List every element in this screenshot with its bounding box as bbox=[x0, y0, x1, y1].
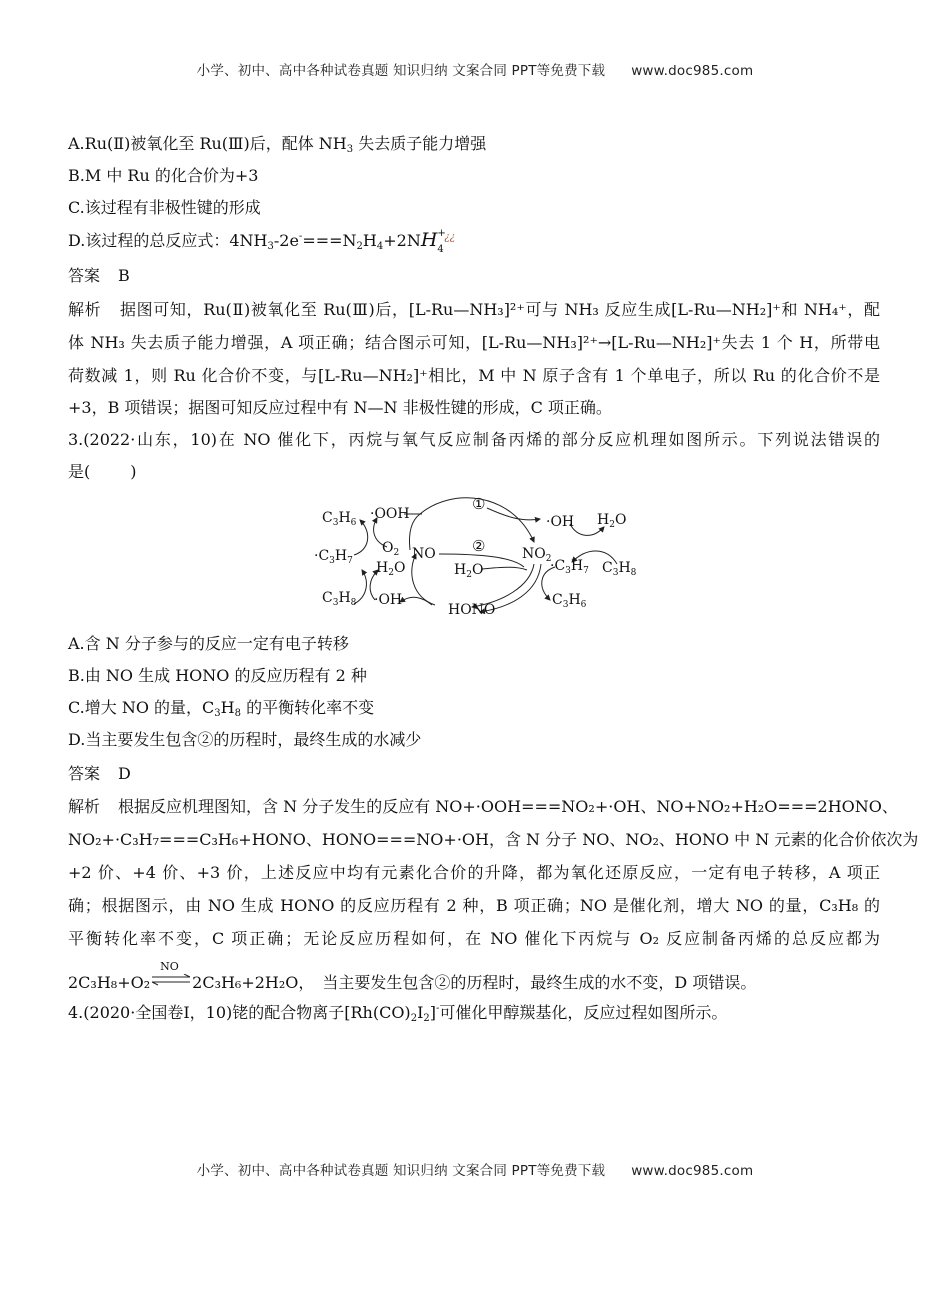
footer-text: 小学、初中、高中各种试卷真题 知识归纳 文案合同 PPT等免费下载 bbox=[196, 1163, 606, 1179]
page-header-banner bbox=[0, 59, 950, 79]
analysis-label: 解析 bbox=[68, 797, 101, 816]
q3-analysis-line-4: 确；根据图示，由 NO 生成 HONO 的反应历程有 2 种，B 项正确；NO 是催化剂，增大 NO 的量，C₃H₈ 的 bbox=[68, 896, 880, 915]
q3-option-d: D.当主要发生包含②的历程时，最终生成的水减少 bbox=[68, 730, 422, 749]
q2-option-b: B.M 中 Ru 的化合价为+3 bbox=[68, 166, 259, 185]
equation-left: 2C₃H₈+O₂ bbox=[68, 973, 151, 992]
q3-option-b: B.由 NO 生成 HONO 的反应历程有 2 种 bbox=[68, 666, 367, 685]
q2-analysis-line-4: +3，B 项错误；据图可知反应过程中有 N—N 非极性键的形成，C 项正确。 bbox=[68, 398, 612, 417]
q3-analysis-line-5: 平衡转化率不变，C 项正确；无论反应历程如何，在 NO 催化下丙烷与 O₂ 反应制备丙烯的总反应都为 bbox=[68, 929, 880, 948]
analysis-label: 解析 bbox=[68, 300, 102, 319]
q3-stem-line-1: 3.(2022·山东，10)在 NO 催化下，丙烷与氧气反应制备丙烯的部分反应机理如图所示。下列说法错误的 bbox=[68, 430, 880, 449]
q3-answer bbox=[68, 764, 880, 784]
footer-url-link[interactable]: www.doc985.com bbox=[631, 1163, 754, 1179]
equation-tail: 当主要发生包含②的历程时，最终生成的水不变，D 项错误。 bbox=[322, 973, 757, 992]
q3-analysis-line-2: NO₂+·C₃H₇===C₃H₆+HONO、HONO===NO+·OH，含 N 分子 NO、NO₂、HONO 中 N 元素的化合价依次为 bbox=[68, 830, 919, 849]
label-c3h8-left: $C_3H_8$ bbox=[322, 590, 357, 608]
q4-stem: 4.(2020·全国卷Ⅰ，10)铑的配合物离子$[Rh(CO)_2I_2]^-$可催化甲醇羰基化，反应过程如图所示。 bbox=[68, 1003, 728, 1024]
label-no2: $NO_2$ bbox=[522, 546, 552, 564]
label-hono: HONO bbox=[448, 602, 496, 618]
label-ooh: ·OOH bbox=[370, 506, 410, 522]
label-path-2: ② bbox=[472, 537, 486, 555]
reversible-arrow-icon bbox=[150, 960, 192, 990]
q3-option-a: A.含 N 分子参与的反应一定有电子转移 bbox=[68, 634, 349, 653]
label-c3h8-right: $C_3H_8$ bbox=[602, 560, 637, 578]
q2-answer bbox=[68, 266, 880, 286]
header-text: 小学、初中、高中各种试卷真题 知识归纳 文案合同 PPT等免费下载 bbox=[196, 63, 606, 79]
label-h2o-center: $H_2O$ bbox=[454, 562, 484, 580]
q3-stem-line-2: 是( ) bbox=[68, 462, 137, 481]
reaction-mechanism-diagram bbox=[312, 492, 642, 622]
label-c3h6-right: $C_3H_6$ bbox=[552, 592, 587, 610]
label-oh-right: ·OH bbox=[546, 514, 575, 530]
catalyst-label: NO bbox=[160, 960, 179, 973]
label-h2o-right: $H_2O$ bbox=[597, 512, 627, 530]
answer-value: D bbox=[118, 764, 131, 783]
label-no: NO bbox=[412, 546, 436, 562]
q2-option-a: A.Ru(Ⅱ)被氧化至 Ru(Ⅲ)后，配体 $NH_3$ 失去质子能力增强 bbox=[68, 134, 487, 155]
page-footer-banner bbox=[0, 1159, 950, 1179]
label-c3h7-right: $\cdot C_3H_7$ bbox=[550, 558, 589, 576]
label-path-1: ① bbox=[472, 495, 486, 513]
q3-option-c: C.增大 NO 的量，$C_3H_8$ 的平衡转化率不变 bbox=[68, 698, 375, 719]
equation-right: 2C₃H₆+2H₂O， bbox=[192, 973, 315, 992]
label-c3h6-left: $C_3H_6$ bbox=[322, 510, 357, 528]
q2-analysis-line-2: 体 NH₃ 失去质子能力增强，A 项正确；结合图示可知，[L-Ru—NH₃]²⁺→[L-Ru—NH₂]⁺失去 1 个 H，所带电 bbox=[68, 333, 880, 352]
label-oh-left: ·OH bbox=[374, 592, 403, 608]
header-url-link[interactable]: www.doc985.com bbox=[631, 63, 754, 79]
answer-value: B bbox=[118, 266, 130, 285]
answer-label: 答案 bbox=[68, 764, 101, 783]
label-h2o-left: $H_2O$ bbox=[376, 560, 406, 578]
q3-analysis-line-1: 解析 根据反应机理图知，含 N 分子发生的反应有 NO+·OOH===NO₂+·OH、NO+NO₂+H₂O===2HONO、 bbox=[68, 797, 898, 816]
q3-analysis-line-3: +2 价、+4 价、+3 价，上述反应中均有元素化合价的升降，都为氧化还原反应，一定有电子转移，A 项正 bbox=[68, 863, 880, 882]
q2-option-c: C.该过程有非极性键的形成 bbox=[68, 198, 261, 217]
q3-equation-line bbox=[68, 960, 880, 993]
label-c3h7-left: $\cdot C_3H_7$ bbox=[314, 548, 353, 566]
q2-option-d: D.该过程的总反应式：$4NH_3-2e^-===N_2H_4+2NH$ + ¿¿ 4 bbox=[68, 228, 456, 255]
answer-label: 答案 bbox=[68, 266, 101, 285]
label-o2: $O_2$ bbox=[382, 540, 400, 558]
q2-analysis-line-3: 荷数减 1，则 Ru 化合价不变，与[L-Ru—NH₂]⁺相比，M 中 N 原子含有 1 个单电子，所以 Ru 的化合价不是 bbox=[68, 366, 880, 385]
q2-analysis-line-1: 解析 据图可知，Ru(Ⅱ)被氧化至 Ru(Ⅲ)后，[L-Ru—NH₃]²⁺可与 NH₃ 反应生成[L-Ru—NH₂]⁺和 NH₄⁺，配 bbox=[68, 300, 880, 319]
